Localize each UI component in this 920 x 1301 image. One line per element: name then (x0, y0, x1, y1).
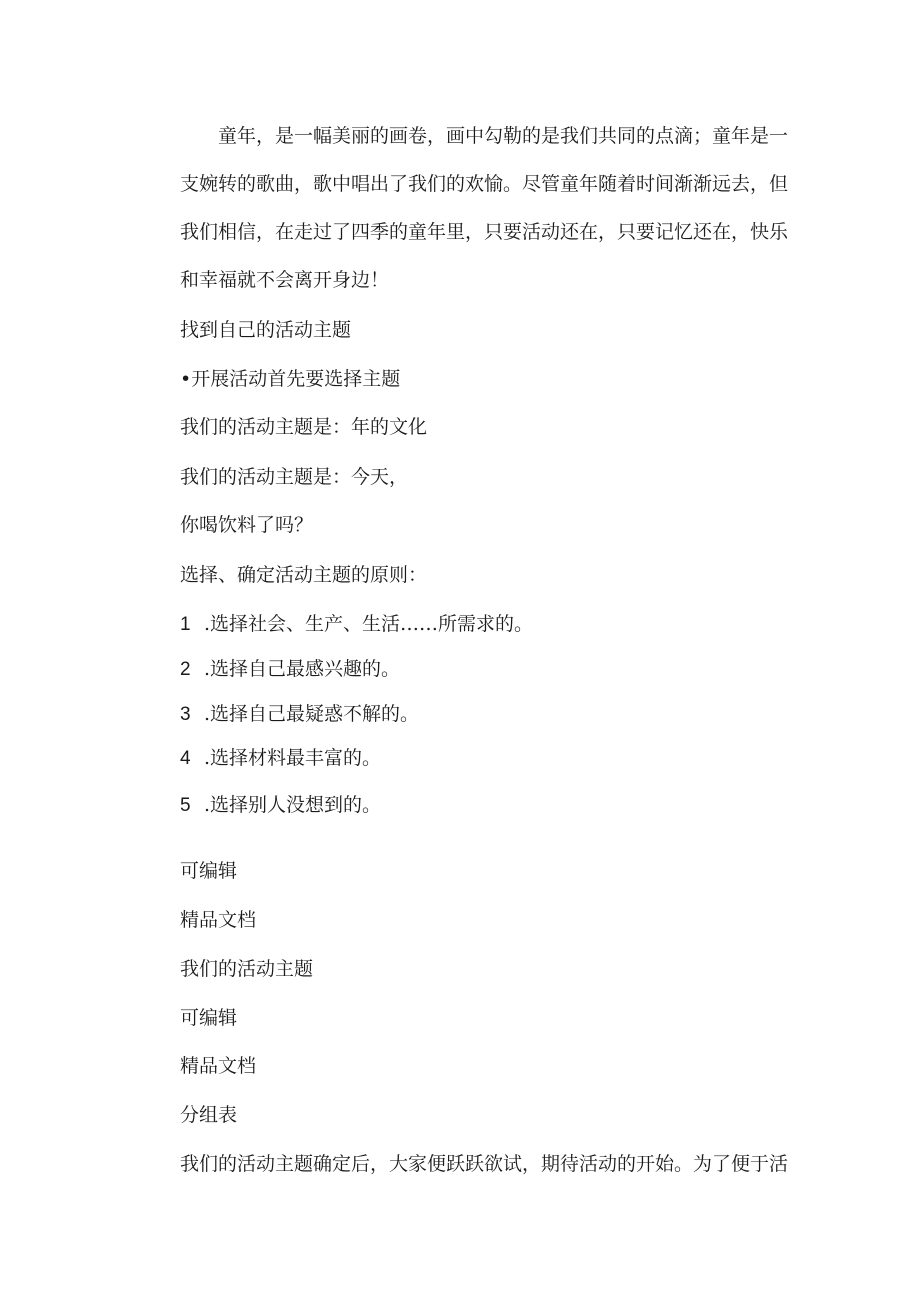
theme-line-2: 我们的活动主题是：今天， (180, 466, 409, 488)
principle-item-5 (180, 792, 381, 819)
heading-find-theme: 找到自己的活动主题 (180, 319, 352, 341)
closing-paragraph: 我们的活动主题确定后，大家便跃跃欲试，期待活动的开始。为了便于活 (180, 1153, 789, 1175)
principle-number: 1 (180, 614, 191, 635)
principles-heading: 选择、确定活动主题的原则： (180, 564, 428, 586)
principle-item-2 (180, 656, 400, 683)
our-theme-label: 我们的活动主题 (180, 958, 314, 980)
principle-text: .选择自己最感兴趣的。 (204, 658, 401, 680)
principle-number: 2 (180, 659, 191, 680)
principle-number: 5 (180, 795, 191, 816)
theme-line-2-continued: 你喝饮料了吗？ (180, 514, 314, 536)
intro-paragraph: 童年，是一幅美丽的画卷，画中勾勒的是我们共同的点滴；童年是一支婉转的歌曲，歌中唱出了我们的欢愉。尽管童年随着时间渐渐远去，但我们相信，在走过了四季的童年里，只要活动还在，只要记忆还在，快乐和幸福就不会离开身边！ (180, 125, 789, 291)
principle-text: .选择别人没想到的。 (204, 794, 382, 816)
editable-label-2: 可编辑 (180, 1007, 238, 1029)
principle-item-3 (180, 701, 419, 728)
principle-item-4 (180, 745, 381, 772)
principle-text: .选择自己最疑惑不解的。 (204, 703, 420, 725)
theme-line-1: 我们的活动主题是：年的文化 (180, 416, 428, 438)
bullet-select-theme: •开展活动首先要选择主题 (180, 368, 401, 390)
principle-number: 3 (180, 704, 191, 725)
principle-text: .选择社会、生产、生活……所需求的。 (204, 613, 534, 635)
quality-doc-label-1: 精品文档 (180, 909, 257, 931)
group-table-label: 分组表 (180, 1104, 238, 1126)
principle-item-1 (180, 611, 533, 638)
quality-doc-label-2: 精品文档 (180, 1055, 257, 1077)
principle-number: 4 (180, 748, 191, 769)
editable-label-1: 可编辑 (180, 860, 238, 882)
principle-text: .选择材料最丰富的。 (204, 747, 382, 769)
